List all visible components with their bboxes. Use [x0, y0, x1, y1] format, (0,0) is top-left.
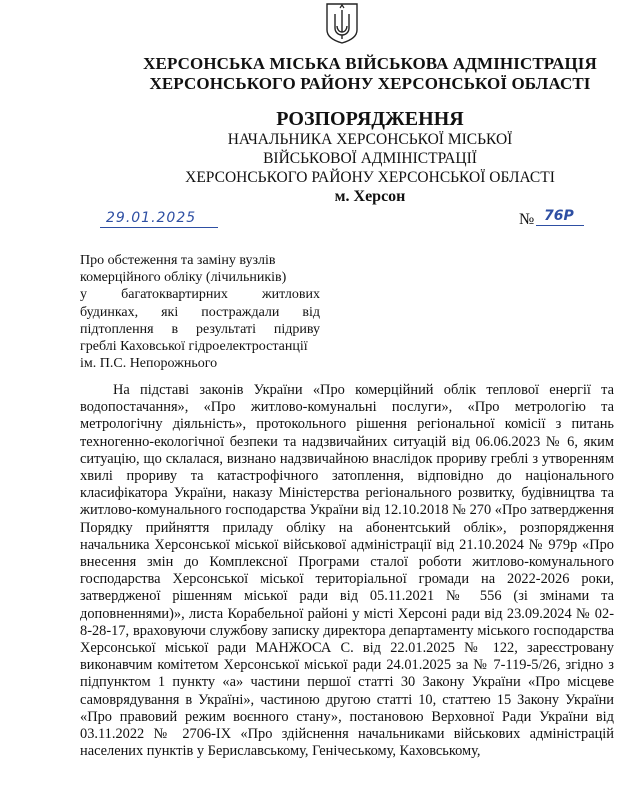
document-body [80, 382, 614, 760]
admin-line-1: ХЕРСОНСЬКА МІСЬКА ВІЙСЬКОВА АДМІНІСТРАЦІЯ [143, 54, 597, 73]
document-date [100, 210, 218, 232]
issuer-line-2: ВІЙСЬКОВОЇ АДМІНІСТРАЦІЇ [263, 150, 477, 167]
document-issuer [100, 130, 634, 187]
subject-line: у багатоквартирних житлових [80, 287, 320, 303]
issuer-line-1: НАЧАЛЬНИКА ХЕРСОНСЬКОЇ МІСЬКОЇ [227, 131, 513, 148]
administration-name [100, 54, 634, 94]
date-value: 29.01.2025 [106, 210, 197, 226]
coat-of-arms-icon [325, 2, 359, 44]
document-city: м. Херсон [334, 188, 406, 205]
document-number [536, 208, 584, 230]
subject-line: комерційного обліку (лічильників) [80, 270, 287, 286]
date-underline [100, 227, 218, 228]
subject-line: ім. П.С. Непорожнього [80, 356, 218, 372]
body-paragraph: На підставі законів України «Про комерційний облік теплової енергії та водопостачання», «Про житлово-комунальні послуги», «Про метрологію та метрологічну діяльність», протокольного рішення регіональної комісії з питань техногенно-екологічної безпеки та надзвичайних ситуацій від 06.06.2023 № 6, яким ситуацію, що склалася, визнано надзвичайною внаслідок прориву греблі з утворенням хвилі прориву та катастрофічного затоплення, відповідно до національного класифікатора України, наказу Міністерства регіонального розвитку, будівництва та житлово-комунального господарства України від 12.10.2018 № 270 «Про затвердження Порядку прийняття приладу обліку на абонентський облік», розпорядження начальника Херсонської міської військової адміністрації від 21.10.2024 № 979р «Про внесення змін до Комплексної Програми сталої роботи житлово-комунального господарства Херсонської міської територіальної громади на 2022-2026 роки, затвердженої рішенням міської ради від 05.11.2021 № 556 (зі змінами та доповненнями)», листа Корабельної районі у місті Херсоні ради від 23.09.2024 № 02-8-28-17, враховуючи службову записку директора департаменту міського господарства Херсонської міської ради МАНЖОСА С. від 22.01.2025 № 122, зареєстровану виконавчим комітетом Херсонської міської ради 24.01.2025 за № 7-119-5/26, згідно з підпунктом 1 пункту «а» частини першої статті 30 Закону України «Про місцеве самоврядування в Україні», частиною другою статті 10, статтею 15 Закону України «Про правовий режим воєнного стану», постановою Верховної Ради України від 03.11.2022 № 2706-IX «Про здійснення начальниками військових адміністрацій населених пунктів у Бериславському, Генічеському, Каховському, [80, 382, 614, 760]
document-type: РОЗПОРЯДЖЕННЯ [276, 108, 464, 130]
number-value: 76Р [544, 208, 574, 224]
subject-line: підтоплення в результаті підриву [80, 321, 320, 337]
subject-line: будинках, які постраждали від [80, 304, 320, 320]
number-label: № [519, 211, 535, 228]
document-subject [80, 252, 320, 372]
number-underline [536, 225, 584, 226]
issuer-line-3: ХЕРСОНСЬКОГО РАЙОНУ ХЕРСОНСЬКОЇ ОБЛАСТІ [185, 169, 555, 186]
admin-line-2: ХЕРСОНСЬКОГО РАЙОНУ ХЕРСОНСЬКОЇ ОБЛАСТІ [149, 74, 591, 93]
subject-line: Про обстеження та заміну вузлів [80, 253, 276, 268]
subject-line: греблі Каховської гідроелектростанції [80, 339, 308, 355]
